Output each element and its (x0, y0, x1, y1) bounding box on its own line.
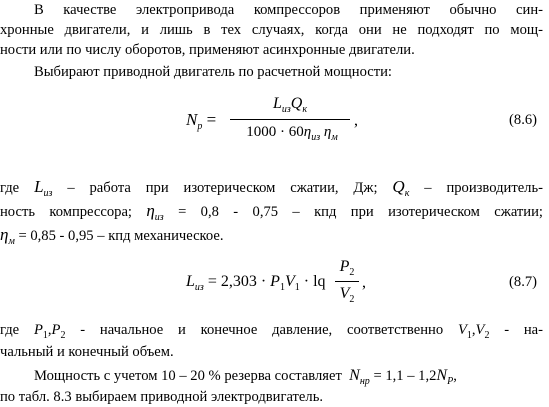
formula-8-6-comma: , (354, 112, 358, 129)
formula-8-7-fraction-bar (335, 281, 359, 282)
formula-8-6-numerator: $L_{из}Q_к$ (272, 95, 308, 115)
where-1-line-3: $\eta_м = 0,85 - 0,95$ – кпд механическое. (0, 225, 224, 247)
formula-8-7-denominator: $V_2$ (339, 285, 355, 305)
where-2-line-2: чальный и конечный объем. (0, 344, 174, 360)
where-1-line-1: где $L_{из}$ – работа при изотерическом сжатии, Дж; $Q_к$ – производитель- (0, 177, 543, 199)
paragraph-1-line-1: В качестве электропривода компрессоров применяют обычно син- (34, 2, 543, 18)
paragraph-2: Выбирают приводной двигатель по расчетной мощности: (34, 64, 392, 80)
power-reserve-line: Мощность с учетом 10 – 20 % резерва составляет $N_{нр} = 1,1 - 1,2N_P$, (34, 367, 457, 387)
formula-8-6-denominator: $1000 \cdot 60\eta_{из}$ $\eta_м$ (246, 124, 338, 143)
formula-8-7-comma: , (362, 274, 366, 291)
formula-8-6-lhs: $N_p$ = (186, 110, 217, 132)
equation-number-8-6: (8.6) (509, 112, 537, 128)
where-1-line-2: ность компрессора; $\eta_{из} = 0,8 - 0,75$ – кпд при изотерическом сжатии; (0, 201, 543, 223)
last-line: по табл. 8.3 выбираем приводной электродвигатель. (0, 389, 323, 405)
paragraph-1-line-3: ности или по числу оборотов, применяют асинхронные двигатели. (0, 42, 415, 58)
equation-number-8-7: (8.7) (509, 274, 537, 290)
where-2-line-1: где $P_1,P_2$ - начальное и конечное давление, соответственно $V_1,V_2 - на-$ (0, 322, 544, 341)
formula-8-7-numerator: $P_2$ (339, 258, 355, 278)
paragraph-1-line-2: хронные двигатели, и лишь в тех случаях, когда они не подходят по мощ- (0, 22, 543, 38)
formula-8-7-lhs: $L_{из} = 2,303 \cdot P_1V_1$ · lq (186, 273, 326, 293)
formula-8-6-fraction-bar (230, 119, 350, 120)
